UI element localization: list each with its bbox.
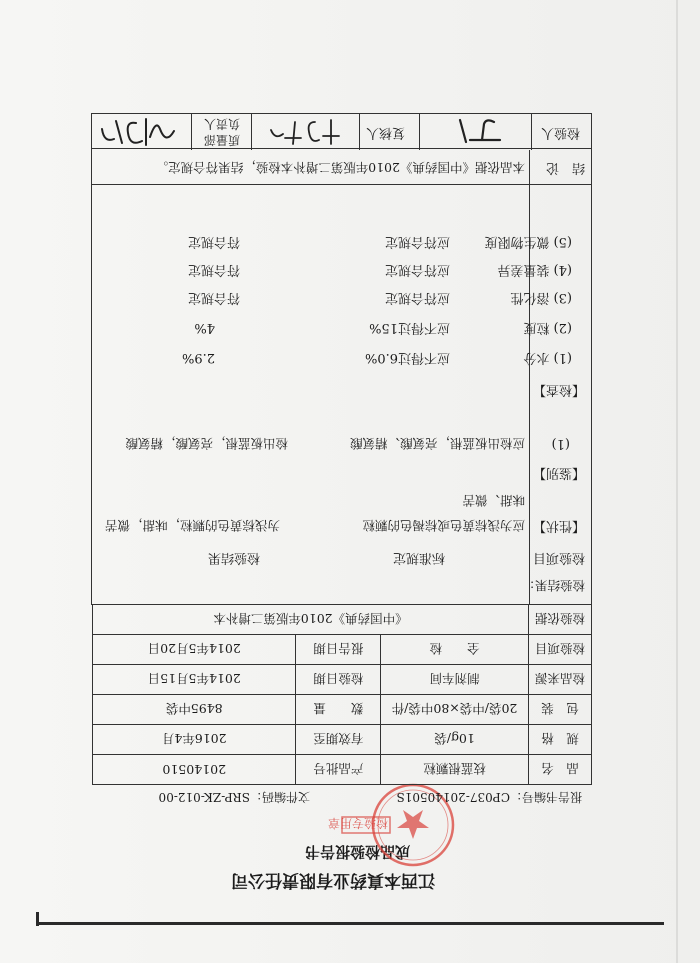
pack-value: 20袋/中袋×80中袋/件 [381,695,529,725]
report-date: 2014年5月20日 [93,635,296,665]
report-number-line [396,789,582,805]
check-5-standard: 应符合规定 [384,234,450,249]
check-5-result: 符合规定 [187,234,240,249]
character-standard-2: 味甜、微苦 [462,493,525,508]
examination-heading: 【检查】 [532,382,585,397]
column-standard: 标准规定 [392,550,445,565]
company-name: 江西本真药业有限责任公司 [231,870,435,890]
basis-value: 《中国药典》2010年版第二增补本 [93,605,529,635]
report-number: CP037-20140501S [396,790,510,804]
qa-label-line-1: 质量部 [203,133,240,147]
conclusion-divider [92,184,592,185]
basis-label: 检验依据 [528,605,591,635]
source-label: 检品来源 [528,665,591,695]
pack-label: 包 装 [528,695,591,725]
check-3-name: (3) 溶化性 [510,290,572,305]
reviewer-label: 复核人 [365,125,405,140]
check-4-standard: 应符合规定 [384,262,450,277]
scan-shadow-right [676,0,678,963]
sig-divider-4 [251,114,252,150]
reviewer-signature [260,116,345,148]
sig-divider-2 [419,114,420,150]
inspector-label: 检验人 [540,125,580,140]
stamp-text: 检验专用章 [327,816,388,830]
product-name-label: 品 名 [528,755,591,785]
check-4-name: (4) 装量差异 [497,262,572,277]
qa-signature [98,113,180,151]
check-4-result: 符合规定 [187,262,240,277]
product-info-table [92,604,592,785]
inspection-date-label: 检验日期 [296,665,381,695]
quantity-value: 8495中袋 [93,695,296,725]
conclusion-text: 本品依据《中国药典》2010年版第二增补本检验，结果符合规定。 [155,160,525,175]
qa-label-line-2: 负责人 [203,117,240,131]
check-1-result: 2.9% [181,350,215,365]
report-date-label: 报告日期 [296,635,381,665]
quantity-label: 数 量 [296,695,381,725]
spec-label: 规 格 [528,725,591,755]
expiry-value: 2016年4月 [93,725,296,755]
check-5-name: (5) 微生物限度 [484,234,572,249]
identification-result: 检出板蓝根，亮氨酸，精氨酸 [125,436,288,451]
inspector-signature [440,116,510,148]
results-frame [91,148,592,605]
sig-divider-5 [191,114,192,150]
check-2-name: (2) 粒度 [523,320,572,335]
identification-number: (1) [551,436,570,451]
column-result: 检验结果 [207,550,260,565]
check-1-name: (1) 水分 [523,350,572,365]
batch-label: 产品批号 [296,755,381,785]
report-title: 成品检验报告书 [304,843,410,861]
scan-edge-tick [36,912,39,926]
batch-number: 20140510 [93,755,296,785]
check-3-standard: 应符合规定 [384,290,450,305]
source-value: 制剂车间 [381,665,529,695]
character-standard-1: 应为浅棕黄色或棕褐色的颗粒 [362,518,525,533]
check-3-result: 符合规定 [187,290,240,305]
product-name: 枝蓝根颗粒 [381,755,529,785]
check-2-standard: 应不得过15% [369,320,450,335]
check-1-standard: 应不得过6.0% [364,350,450,365]
expiry-label: 有效期至 [296,725,381,755]
check-2-result: 4% [194,320,215,335]
conclusion-label: 结 论 [545,160,585,175]
character-heading: 【性状】 [532,518,585,533]
sig-divider-3 [359,114,360,150]
inspection-date: 2014年5月15日 [93,665,296,695]
file-number-line [159,789,310,805]
scan-edge-line [36,922,664,925]
report-number-label: 报告书编号： [509,790,582,804]
identification-heading: 【鉴别】 [532,465,585,480]
results-label-divider [529,150,530,605]
inspection-item: 全 检 [381,635,529,665]
file-number: SRP-ZK-012-00 [158,790,250,804]
sig-divider-1 [531,114,532,150]
identification-standard: 应检出板蓝根，亮氨酸、精氨酸 [349,436,525,451]
results-title: 检验结果： [522,578,585,593]
column-item: 检验项目 [532,550,585,565]
spec-value: 10g/袋 [381,725,529,755]
file-number-label: 文件编码： [249,790,310,804]
character-result: 为浅棕黄色的颗粒，味甜，微苦 [104,518,280,533]
inspection-item-label: 检验项目 [528,635,591,665]
